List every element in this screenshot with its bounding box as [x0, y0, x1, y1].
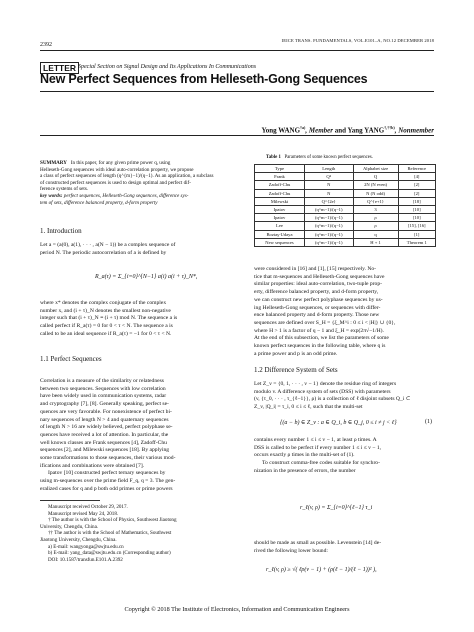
title-rule	[40, 91, 434, 92]
table-row: Lee (q^m−1)/(q−1) ρ [15], [16]	[255, 222, 436, 230]
equation-number-1: (1)	[425, 419, 432, 425]
table-header-cell: Type	[255, 165, 305, 173]
table-row: Milewski Q^{2e} Q^{e+1} [18]	[255, 197, 436, 205]
dss-paragraph-3: should be made as small as possible. Levenstein [14] de- rived the following lower bound:	[254, 540, 382, 554]
section-heading-dss: 1.2 Difference System of Sets	[254, 366, 338, 374]
table-header-cell: Reference	[398, 165, 435, 173]
dss-paragraph-1: Let Z_v = {0, 1, · · · , v − 1} denote the residue ring of integers modulo v. A difference system of sets (DSS) with parameters (v, {τ_0, · · · , τ_{ℓ−1}}, ρ) is a collection of ℓ disjoint subsets Q_i ⊂ Z_v, |Q_i| = τ_i, 0 ≤ i ≤ ℓ, such that the multi-set	[254, 381, 411, 411]
table-row: Ipatov (q^m−1)/(q−1) 3 [10]	[255, 205, 436, 213]
footnote-rule	[40, 500, 100, 501]
dss-paragraph-2: contains every number 1 ≤ i ≤ v − 1, at least ρ times. A DSS is called to be perfect if every number 1 ≤ i ≤ v − 1, occurs exactly ρ times in the multi-set of (1). To construct comma-free codes suitable for synchro- nization in the presence of errors, the number	[254, 437, 382, 474]
author-1: Yong WANG	[261, 126, 301, 135]
table-caption: Table 1 Parameters of some known perfect sequences.	[266, 155, 373, 160]
equation-autocorrelation: R_a(τ) = Σ_{i=0}^{N−1} a(i) a(i + τ)_N*,	[95, 274, 198, 280]
author-rule	[40, 135, 434, 136]
summary-block: SUMMARY In this paper, for any given prime power q, using Helleseth-Gong sequences with ideal auto-correlation property, we propose a class of perfect sequences of length (q^{m}−1)/(q−1). As an application, a subclass of constructed perfect sequences is used to design optimal and perfect dif- ference systems of sets. key words: perfect sequences, Helleseth-Gong sequences, difference sys- tem of sets, difference balanced property, d-form property	[40, 160, 214, 206]
section-heading-intro: 1. Introduction	[40, 227, 82, 235]
keywords-label: key words:	[40, 192, 63, 199]
author-2: and Yang YANG	[332, 126, 385, 135]
table-row: Frank Q² Q [4]	[255, 173, 436, 181]
right-column-paragraph-1: were considered in [16] and [1], [15] respectively. No- tice that m-sequences and Helleseth-Gong sequences have similar properties: ideal auto-correlation, two-tuple prop- erty, difference balanced property, and d-form property, we can construct new perfect polyphase sequences by us- ing Helleseth-Gong sequences, or sequences with differ- ence balanced property and d-form property. Those new sequences are defined over S_H = {ξ_M^i : 0 ≤ i < |H|} ∪ {0}, where H > 1 is a factor of q − 1 and ξ_H = exp(2π√−1/H). At the end of this subsection, we list the parameters of some known perfect sequences in the following table, where q is a prime power and p is an odd prime.	[254, 266, 396, 357]
article-type-label: LETTER	[40, 62, 79, 74]
perfect-sequences-paragraph: Correlation is a measure of the similarity or relatedness between two sequences. Sequences with low correlation have been widely used in communication systems, radar and cryptography [7], [8]. Generally speaking, perfect se- quences are very favorable. For nonexistence of perfect bi- nary sequences of length N > 4 and quaternary sequences of length N > 16 are widely believed, perfect polyphase se- quences have received a lot of attention. In particular, the well known classes are Frank sequences [4], Zadoff-Chu sequences [2], and Milewski sequences [18]. By applying some transformations to those sequences, their various mod- ifications and combinations were obtained [7]. Ipatov [10] constructed perfect ternary sequences by using m-sequences over the prime field F_q, q = 3. The gen- eralized cases for q and p both odd primes or prime powers	[40, 378, 176, 492]
table-row: Zadoff-Chu N N (N odd) [2]	[255, 189, 436, 197]
author-line: Yong WANG$^{\dagger a)}$, Member and Yang $YANG^{\dagger,\dagger\dagger b)}$, Nonmember	[261, 125, 434, 135]
table-row: Zadoff-Chu N 2N (N even) [2]	[255, 181, 436, 189]
table-header-cell: Alphabet size	[353, 165, 398, 173]
special-section-note: Special Section on Signal Design and Its Applications In Communications	[78, 64, 257, 70]
header-rule	[40, 50, 434, 51]
equation-multiset: {(a − b) ∈ Z_v : a ∈ Q_i, b ∈ Q_j, 0 ≤ i ≠ j < ℓ}	[280, 420, 397, 426]
table-header-cell: Length	[304, 165, 353, 173]
copyright-footer: Copyright © 2018 The Institute of Electronics, Information and Communication Engineers	[124, 606, 350, 613]
intro-paragraph-2: where x* denotes the complex conjugate of the complex number x, and (i + τ)_N denotes the smallest non-negative integer such that (i + τ)_N ≡ (i + τ) mod N. The sequence a is called perfect if R_a(τ) = 0 for 0 < τ < N. The sequence a is called to be an ideal sequence if R_a(τ) = −1 for 0 < τ < N.	[40, 300, 178, 337]
section-heading-perfect-sequences: 1.1 Perfect Sequences	[40, 355, 102, 363]
table-row: Boztaş-Udaya (q^m−1)/(q−1) q [1]	[255, 230, 436, 238]
summary-label: SUMMARY	[40, 160, 67, 166]
footnotes: Manuscript received October 29, 2017. Manuscript revised May 24, 2018. † The author is with the School of Physics, Southwest Jiaotong University, Chengdu, China. †† The author is with the School of Mathematics, Southwest Jiaotong University, Chengdu, China. a) E-mail: wangyonga@swjtu.edu.cn b) E-mail: yang_data@swjtu.edu.cn (Corresponding author) DOI: 10.1587/transfun.E101.A.2392	[40, 504, 177, 563]
paper-title: New Perfect Sequences from Helleseth-Gong Sequences	[40, 72, 368, 86]
equation-r-sum: r_ℓ(v, ρ) = Σ_{i=0}^{ℓ−1} τ_i	[300, 505, 373, 511]
table-header-row	[255, 165, 436, 173]
page-number: 2392	[40, 42, 52, 48]
intro-paragraph-1: Let a = (a(0), a(1), · · · , a(N − 1)) be a complex sequence of period N. The periodic autocorrelation of a is defined by	[40, 242, 176, 256]
equation-levenstein-bound: r_ℓ(v, ρ) ≥ √( ℓρ(v − 1) + (ρ(ℓ − 1)/(ℓ − 1))² ),	[266, 567, 377, 573]
journal-header: IEICE TRANS. FUNDAMENTALS, VOL.E101–A, NO.12 DECEMBER 2018	[281, 38, 434, 43]
table-row: New sequences (q^m−1)/(q−1) H + 1 Theorem 1	[255, 238, 436, 246]
table-row: Ipatov (q^m−1)/(q−1) ρ [10]	[255, 214, 436, 222]
parameters-table	[254, 164, 436, 247]
